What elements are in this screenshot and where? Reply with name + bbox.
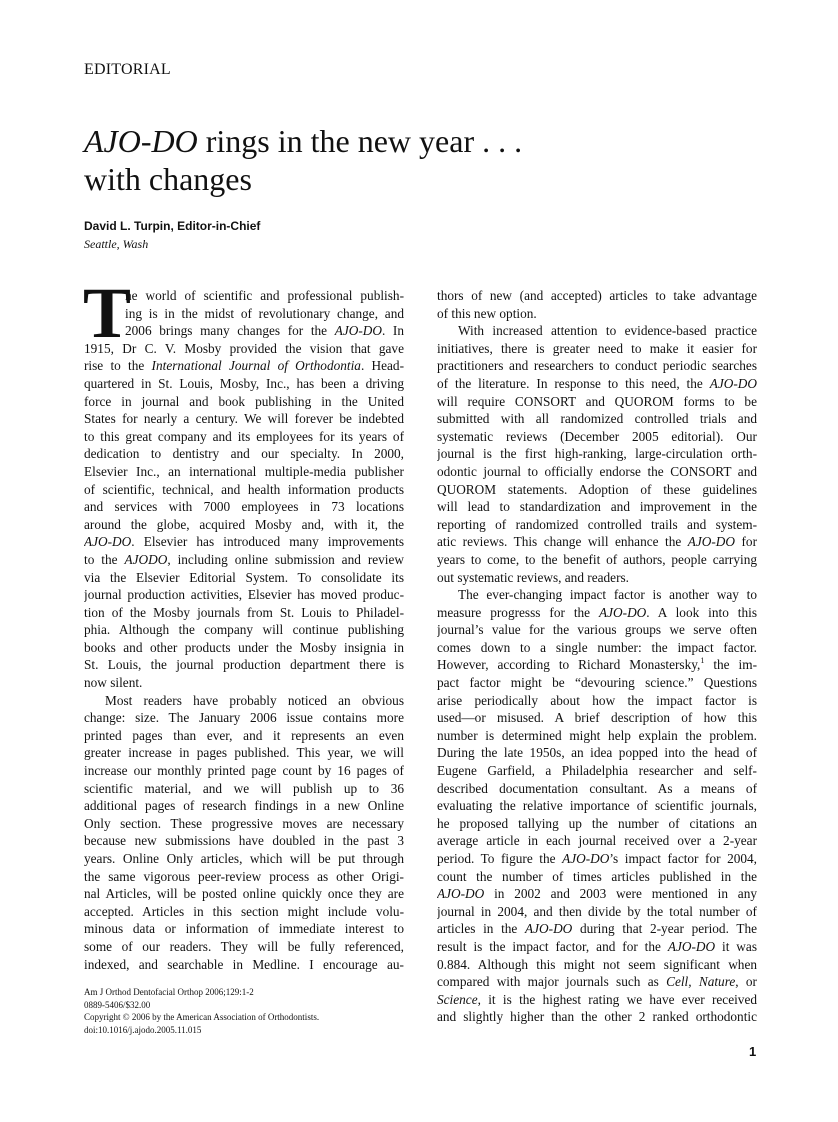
left-column <box>83 273 404 973</box>
author-affiliation: Seattle, Wash <box>84 237 149 251</box>
text-line: via the Elsevier Editorial System. To consolidate its <box>84 569 404 585</box>
citation: Am J Orthod Dentofacial Orthop 2006;129:1-2 <box>84 987 254 997</box>
text-line: With increased attention to evidence-based practice <box>458 323 757 339</box>
text-line: arise periodically about how the impact factor is <box>437 692 757 708</box>
reference-marker: 1 <box>700 656 705 666</box>
text-line: initiatives, there is greater need to make it easier for <box>437 340 757 356</box>
text-line: 0.884. Although this might not seem significant when <box>437 956 757 972</box>
text-line: of the literature. In response to this need, the AJO-DO <box>437 375 757 391</box>
text-line: scientific material, and we will publish up to 36 <box>84 780 404 796</box>
text-line: 1915, Dr C. V. Mosby provided the vision that gave <box>84 340 404 356</box>
text-line: years. Online Only articles, which will be put through <box>84 851 404 866</box>
italic-text: AJODO <box>124 551 168 567</box>
text-line: Elsevier Inc., an international multiple-media publisher <box>84 463 404 479</box>
text-line: ing is in the midst of revolutionary change, and <box>125 305 404 321</box>
text-line: journal in 2004, and then divide by the total number of <box>437 903 757 919</box>
italic-text: AJO-DO <box>84 534 132 550</box>
paragraph <box>84 692 404 974</box>
text-line: he world of scientific and professional publish- <box>125 288 404 303</box>
italic-text: AJO-DO <box>437 886 485 902</box>
text-line: St. Louis, the journal production department there is <box>84 657 404 673</box>
text-line: period. To figure the AJO-DO’s impact factor for 2004, <box>437 851 757 866</box>
text-line: he proposed tallying up the number of citations an <box>437 815 757 831</box>
text-line: Most readers have probably noticed an obvious <box>105 692 404 708</box>
text-line: change: size. The January 2006 issue contains more <box>84 710 404 726</box>
text-line: Only section. These progressive moves are necessary <box>84 815 404 831</box>
text-line: printed pages than ever, and it represents an even <box>84 727 404 743</box>
italic-text: AJO-DO <box>525 921 573 937</box>
doi: doi:10.1016/j.ajodo.2005.11.015 <box>84 1024 202 1035</box>
title-line1: rings in the new year . . . <box>197 123 523 159</box>
text-line: indexed, and searchable in Medline. I encourage au- <box>84 956 404 972</box>
text-line: increase our monthly printed page count by 16 pages of <box>84 763 404 779</box>
text-line: journal production activities, Elsevier has moved produc- <box>84 587 404 603</box>
text-line: will lead to standardization and improvement in the <box>437 499 757 515</box>
text-line: of scientific, technical, and health information products <box>84 481 404 497</box>
text-line: the same vigorous peer-review process as other Origi- <box>84 868 404 884</box>
text-line: measure progresss for the AJO-DO. A look into this <box>437 604 757 620</box>
issn-price: 0889-5406/$32.00 <box>84 999 151 1010</box>
text-line: Science, it is the highest rating we have ever received <box>437 991 757 1007</box>
text-line: average article in each journal received over a 2-year <box>437 833 757 849</box>
text-line: States for nearly a century. We will forever be indebted <box>84 411 404 427</box>
text-line: atic reviews. This change will enhance the AJO-DO for <box>437 534 757 550</box>
text-line: minous data or information of immediate interest to <box>84 921 404 937</box>
text-line: submitted with all randomized controlled trials and <box>437 411 757 427</box>
italic-text: International Journal of Orthodontia <box>151 358 361 374</box>
text-line: thors of new (and accepted) articles to take advantage <box>437 288 757 303</box>
text-line: dedication to dentistry and our specialty. In 2000, <box>84 446 404 462</box>
article-title <box>84 122 522 198</box>
text-line: count the number of times articles published in the <box>437 868 757 884</box>
text-line: rise to the International Journal of Orthodontia. Head- <box>84 358 404 374</box>
text-line: quartered in St. Louis, Mosby, Inc., has been a driving <box>84 375 404 391</box>
text-line: pact factor might be “devouring science.” Questions <box>437 675 757 691</box>
text-line: used—or misused. A brief description of how this <box>437 710 757 726</box>
text-line: odontic journal to officially endorse the CONSORT and <box>437 463 757 479</box>
text-line: AJO-DO. Elsevier has introduced many improvements <box>84 534 404 550</box>
text-line: systematic reviews (December 2005 editorial). Our <box>437 428 757 444</box>
page-number: 1 <box>749 1044 757 1059</box>
text-line: journal is the first high-ranking, large-circulation orth- <box>437 446 757 462</box>
text-line: additional pages of research findings in a new Online <box>84 798 404 814</box>
text-line: AJO-DO in 2002 and 2003 were mentioned in any <box>437 886 757 902</box>
italic-text: Science <box>437 991 478 1007</box>
text-line: and slightly higher than the other 2 ranked orthodontic <box>437 1009 757 1025</box>
text-line: accepted. Articles in this section might include volu- <box>84 903 404 919</box>
italic-text: Cell, Nature <box>666 974 736 990</box>
text-line: because new submissions have doubled in the past 3 <box>84 833 404 849</box>
text-line: However, according to Richard Monastersky,$^1$ the im- <box>437 656 757 673</box>
italic-text: AJO-DO <box>709 375 757 391</box>
text-line: practitioners and researchers to conduct periodic searches <box>437 358 757 374</box>
paragraph <box>84 287 404 692</box>
text-line: evaluating the relative importance of scientific journals, <box>437 798 757 814</box>
text-line: will require CONSORT and QUOROM forms to be <box>437 393 757 409</box>
title-journal-abbrev: AJO-DO <box>84 123 198 159</box>
italic-text: AJO-DO <box>334 323 382 339</box>
citation-footer <box>84 986 319 1036</box>
text-line: phia. Although the company will continue publishing <box>84 622 404 638</box>
text-line: force in journal and book publishing in the United <box>84 393 404 409</box>
title-line2: with changes <box>84 161 252 197</box>
text-line: 2006 brings many changes for the AJO-DO. In <box>125 323 404 339</box>
copyright: Copyright © 2006 by the American Association of Orthodontists. <box>84 1012 320 1022</box>
text-line: nal Articles, will be posted online quickly once they are <box>84 886 404 902</box>
text-line: some of our readers. They will be fully referenced, <box>84 938 404 954</box>
text-line: number is determined might help explain the problem. <box>437 727 757 743</box>
text-line: and services with 7000 employees in 73 locations <box>84 499 404 515</box>
italic-text: AJO-DO <box>687 534 736 550</box>
italic-text: AJO-DO <box>599 604 647 620</box>
text-line: During the late 1950s, an idea popped into the head of <box>437 745 757 761</box>
paragraph <box>437 287 757 322</box>
text-line: out systematic reviews, and readers. <box>437 569 629 585</box>
text-line: compared with major journals such as Cell, Nature, or <box>437 974 757 990</box>
text-line: books and other products under the Mosby insignia in <box>84 639 404 655</box>
text-line: Eugene Garfield, a Philadelphia researcher and self- <box>437 763 757 779</box>
text-line: years to come, to the benefit of authors, people carrying <box>437 551 757 567</box>
text-line: now silent. <box>84 675 143 691</box>
italic-text: AJO-DO <box>562 851 610 866</box>
text-line: comes down to a single number: the impact factor. <box>437 639 757 655</box>
section-label: EDITORIAL <box>84 61 171 78</box>
text-line: described documentation consultant. As a means of <box>437 780 757 796</box>
author-name: David L. Turpin, Editor-in-Chief <box>84 219 261 233</box>
italic-text: AJO-DO <box>667 938 716 954</box>
text-line: QUOROM statements. Adoption of these guidelines <box>437 481 757 497</box>
text-line: greater increase in pages published. This year, we will <box>84 745 404 761</box>
text-line: articles in the AJO-DO during that 2-year period. The <box>437 921 757 937</box>
text-line: journal’s value for the various groups we serve often <box>437 622 757 638</box>
text-line: The ever-changing impact factor is another way to <box>458 587 757 603</box>
text-line: around the globe, acquired Mosby and, with it, the <box>84 516 404 532</box>
text-line: of this new option. <box>437 305 537 321</box>
text-line: reporting of randomized controlled trails and system- <box>437 516 757 532</box>
text-line: to this great company and its employees for its years of <box>84 428 404 444</box>
drop-cap: T <box>83 273 132 353</box>
right-column <box>437 287 757 1026</box>
text-line: tion of the Mosby journals from St. Louis to Philadel- <box>84 604 404 620</box>
paragraph <box>437 322 757 586</box>
paragraph <box>437 586 757 1026</box>
text-line: to the AJODO, including online submission and review <box>84 551 404 567</box>
text-line: result is the impact factor, and for the AJO-DO it was <box>437 938 757 954</box>
